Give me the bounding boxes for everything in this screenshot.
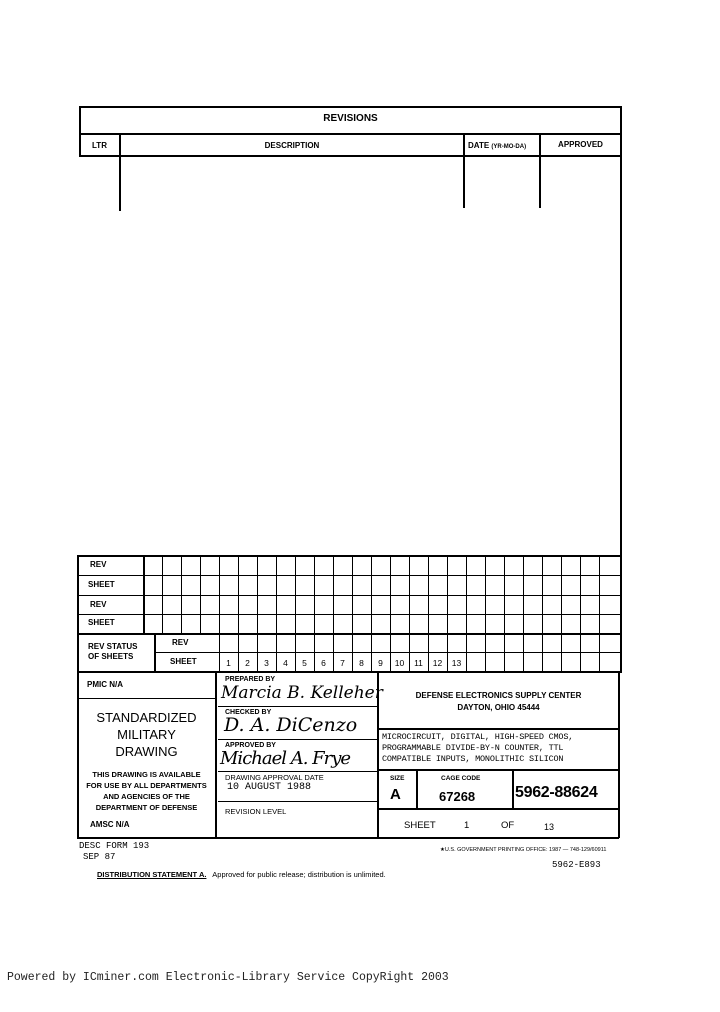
checked-signature: D. A. DiCenzo [224, 714, 358, 736]
desc-line3: COMPATIBLE INPUTS, MONOLITHIC SILICON [382, 754, 564, 764]
rev-label-divider [143, 555, 145, 633]
rev-label-2: REV [90, 600, 107, 609]
rev-label-3: REV [172, 638, 189, 647]
sheet-number-cell: 10 [394, 658, 405, 668]
desc-line2: PROGRAMMABLE DIVIDE-BY-N COUNTER, TTL [382, 743, 564, 753]
grid-column-line [333, 555, 334, 633]
distribution-statement [97, 870, 386, 879]
grid-column-line [523, 555, 524, 633]
grid-column-line [580, 555, 581, 633]
grid-column-line [428, 555, 429, 633]
date-divider-line [218, 801, 377, 802]
cage-divider [512, 769, 514, 809]
sheet-label-3: SHEET [170, 657, 197, 666]
grid-column-line [200, 555, 201, 633]
powered-by-text: Powered by ICminer.com Electronic-Library Service CopyRight 2003 [7, 971, 449, 984]
sheet-number-cell: 7 [340, 658, 345, 668]
grid-line [77, 633, 622, 635]
approved-header: APPROVED [558, 140, 603, 149]
form-line1: DESC FORM 193 [79, 841, 150, 851]
avail-line1: THIS DRAWING IS AVAILABLE [92, 770, 201, 779]
center-line1: DEFENSE ELECTRONICS SUPPLY CENTER [415, 691, 582, 700]
form-code: 5962-E893 [552, 860, 601, 870]
grid-line [77, 671, 622, 673]
approved-signature: Michael A. Frye [220, 748, 351, 769]
sheet-label: SHEET [404, 820, 436, 831]
sheet-number-cell: 9 [378, 658, 383, 668]
grid-line [154, 652, 622, 653]
grid-column-line [295, 555, 296, 633]
grid-column-line [542, 633, 543, 672]
dist-text: Approved for public release; distribution is unlimited. [212, 870, 386, 879]
rev-status-line2: OF SHEETS [88, 652, 134, 661]
title-block-bottom [77, 837, 619, 839]
grid-column-line [390, 555, 391, 633]
size-value: A [390, 786, 401, 803]
date-header [468, 141, 526, 150]
sheet-number-cell: 13 [451, 658, 462, 668]
approval-date-label: DRAWING APPROVAL DATE [225, 773, 324, 782]
description-divider [463, 133, 465, 208]
drawing-number: 5962-88624 [515, 784, 598, 801]
approval-date: 10 AUGUST 1988 [227, 782, 312, 793]
grid-column-line [238, 555, 239, 633]
standardized-military-drawing [78, 709, 215, 760]
date-header-sub: (YR-MO-DA) [491, 144, 527, 150]
checked-by-label: CHECKED BY [225, 709, 272, 716]
grid-column-line [523, 633, 524, 672]
left-panel-right [215, 671, 217, 838]
center-line2: DAYTON, OHIO 45444 [457, 703, 540, 712]
sheet-number-cell: 6 [321, 658, 326, 668]
sheet-number-cell: 4 [283, 658, 288, 668]
rev-status-line1: REV STATUS [88, 642, 138, 651]
grid-column-line [219, 555, 220, 633]
ltr-header: LTR [92, 141, 107, 150]
sheet-divider [377, 808, 619, 810]
std-line2: MILITARY [117, 727, 176, 742]
of-label: OF [501, 820, 515, 831]
supply-center [379, 690, 618, 714]
grid-column-line [181, 555, 182, 633]
date-header-main: DATE [468, 141, 490, 150]
availability-text [78, 769, 215, 813]
prepared-divider [218, 706, 377, 707]
size-divider [416, 769, 418, 809]
grid-column-line [162, 555, 163, 633]
grid-column-line [409, 555, 410, 633]
checked-divider [218, 739, 377, 740]
grid-column-line [561, 555, 562, 633]
grid-column-line [504, 555, 505, 633]
revisions-title: REVISIONS [323, 113, 378, 124]
grid-column-line [599, 633, 600, 672]
sheet-label-2: SHEET [88, 618, 115, 627]
sheet-number-cell: 8 [359, 658, 364, 668]
microcircuit-description [382, 732, 573, 765]
grid-right-border [620, 555, 622, 672]
amsc-text: AMSC N/A [90, 820, 130, 829]
desc-form [79, 841, 149, 863]
right-panel-right [618, 671, 620, 838]
form-right-border [620, 106, 622, 555]
sheet-number-cell: 1 [226, 658, 231, 668]
form-line2: SEP 87 [83, 852, 116, 862]
sheet-number-cell: 3 [264, 658, 269, 668]
grid-column-line [466, 633, 467, 672]
grid-line [77, 555, 622, 557]
grid-column-line [257, 555, 258, 633]
grid-column-line [485, 633, 486, 672]
grid-column-line [466, 555, 467, 633]
grid-column-line [447, 555, 448, 633]
prepared-by-label: PREPARED BY [225, 676, 276, 683]
sheet-number-cell: 12 [432, 658, 443, 668]
cage-label: CAGE CODE [441, 775, 481, 782]
grid-left-border [77, 555, 79, 672]
pmic-text: PMIC N/A [87, 680, 123, 689]
grid-column-line [276, 555, 277, 633]
grid-line [77, 614, 622, 615]
sheet-number-cell: 5 [302, 658, 307, 668]
grid-column-line [371, 555, 372, 633]
center-divider [377, 728, 619, 730]
rev-label-1: REV [90, 560, 107, 569]
grid-column-line [599, 555, 600, 633]
dist-label: DISTRIBUTION STATEMENT A. [97, 870, 207, 879]
grid-column-line [485, 555, 486, 633]
sheet-number: 1 [464, 820, 470, 831]
sheet-number-cell: 11 [414, 658, 423, 668]
desc-divider [377, 769, 619, 771]
approved-divider [218, 771, 377, 772]
grid-column-line [504, 633, 505, 672]
avail-line3: AND AGENCIES OF THE [103, 792, 190, 801]
cage-value: 67268 [439, 789, 476, 804]
revisions-top-border [79, 106, 622, 108]
description-header: DESCRIPTION [264, 141, 320, 150]
std-line3: DRAWING [115, 744, 178, 759]
grid-column-line [580, 633, 581, 672]
avail-line2: FOR USE BY ALL DEPARTMENTS [86, 781, 207, 790]
sheet-label-1: SHEET [88, 580, 115, 589]
sheet-total: 13 [544, 822, 555, 832]
grid-line [77, 575, 622, 576]
revision-level-label: REVISION LEVEL [225, 807, 287, 816]
pmic-divider [77, 698, 215, 699]
rev-status-divider [154, 633, 156, 672]
grid-line [77, 595, 622, 596]
prepared-signature: Marcia B. Kelleher [221, 683, 383, 703]
size-label: SIZE [390, 775, 405, 782]
desc-line1: MICROCIRCUIT, DIGITAL, HIGH-SPEED CMOS, [382, 732, 574, 742]
grid-column-line [352, 555, 353, 633]
avail-line4: DEPARTMENT OF DEFENSE [95, 803, 198, 812]
approved-by-label: APPROVED BY [225, 742, 276, 749]
grid-column-line [542, 555, 543, 633]
grid-column-line [314, 555, 315, 633]
sheet-number-cell: 2 [245, 658, 250, 668]
gpo-text: ★U.S. GOVERNMENT PRINTING OFFICE: 1987 — 748-129/60911 [440, 847, 607, 853]
std-line1: STANDARDIZED [96, 710, 197, 725]
grid-column-line [561, 633, 562, 672]
